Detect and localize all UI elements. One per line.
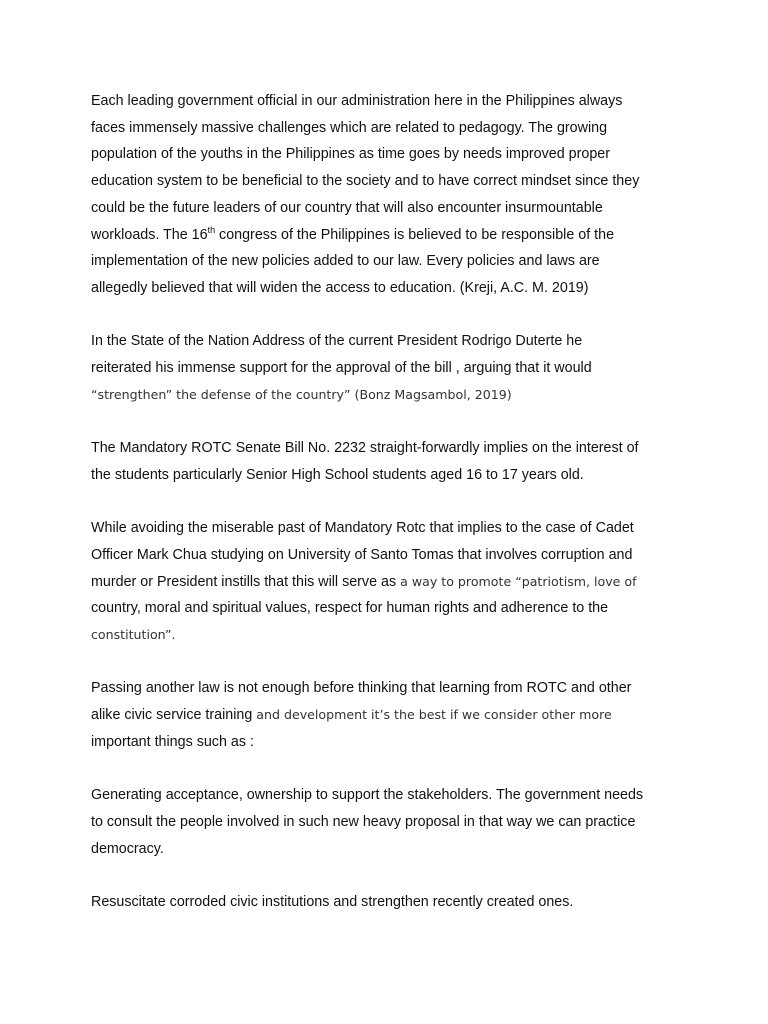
paragraph-pedagogy-challenges <box>91 88 698 302</box>
text-line: workloads. The 16 <box>91 226 208 243</box>
paragraph-passing-law <box>91 675 698 755</box>
text-line: could be the future leaders of our country that will also encounter insurmountable <box>91 199 603 216</box>
text-line: reiterated his immense support for the approval of the bill , arguing that it would <box>91 360 592 377</box>
text-line-quote: “strengthen” the defense of the country” (Bonz Magsambol, 2019) <box>91 386 512 402</box>
paragraph-sona <box>91 328 698 408</box>
text-line: Each leading government official in our administration here in the Philippines always <box>91 93 623 109</box>
text-line: implementation of the new policies added to our law. Every policies and laws are <box>91 253 600 270</box>
text-line: murder or President instills that this will serve as <box>91 573 401 590</box>
text-line: population of the youths in the Philippines as time goes by needs improved proper <box>91 146 610 163</box>
paragraph-senate-bill <box>91 435 698 488</box>
paragraph-mandatory-rotc-past <box>91 515 698 649</box>
text-line: Passing another law is not enough before thinking that learning from ROTC and other <box>91 680 632 697</box>
text-line: While avoiding the miserable past of Mandatory Rotc that implies to the case of Cadet <box>91 520 634 537</box>
text-line: to consult the people involved in such new heavy proposal in that way we can practice <box>91 813 636 830</box>
text-line-quote: constitution”. <box>91 627 176 643</box>
text-line: country, moral and spiritual values, respect for human rights and adherence to the <box>91 600 609 617</box>
text-line: Generating acceptance, ownership to support the stakeholders. The government needs <box>91 787 644 804</box>
text-line: congress of the Philippines is believed to be responsible of the <box>215 226 615 243</box>
text-line: In the State of the Nation Address of the current President Rodrigo Duterte he <box>91 333 583 350</box>
text-line-alt: and development it’s the best if we consider other more <box>256 707 612 723</box>
text-line: alike civic service training <box>91 707 257 724</box>
text-line: important things such as : <box>91 733 254 750</box>
text-line: Resuscitate corroded civic institutions and strengthen recently created ones. <box>91 894 574 910</box>
text-line: Officer Mark Chua studying on University of Santo Tomas that involves corruption and <box>91 546 633 563</box>
text-line: democracy. <box>91 840 164 857</box>
text-line: faces immensely massive challenges which are related to pedagogy. The growing <box>91 119 608 136</box>
text-line: The Mandatory ROTC Senate Bill No. 2232 straight-forwardly implies on the interest of <box>91 440 639 457</box>
superscript-ordinal: th <box>207 224 216 235</box>
text-line: the students particularly Senior High School students aged 16 to 17 years old. <box>91 466 584 483</box>
text-line: allegedly believed that will widen the access to education. (Kreji, A.C. M. 2019) <box>91 279 589 296</box>
text-line-quote: a way to promote “patriotism, love of <box>400 573 637 589</box>
paragraph-resuscitate <box>91 889 698 916</box>
paragraph-generating-acceptance <box>91 782 698 862</box>
text-line: education system to be beneficial to the society and to have correct mindset since they <box>91 173 640 190</box>
